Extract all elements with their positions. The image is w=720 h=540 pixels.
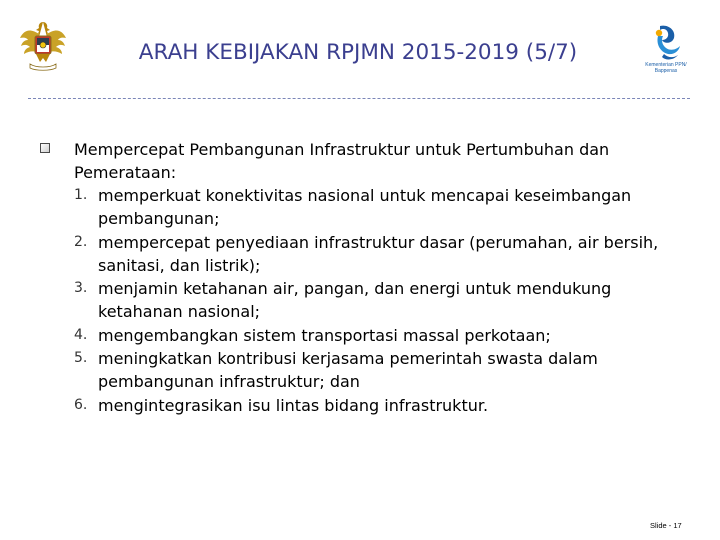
- list-item: [74, 277, 680, 324]
- list-item: [74, 184, 680, 231]
- list-item: [74, 347, 680, 394]
- list-item-text: menjamin ketahanan air, pangan, dan energi untuk mendukung ketahanan nasional;: [98, 279, 612, 322]
- page-title: ARAH KEBIJAKAN RPJMN 2015-2019 (5/7): [138, 40, 578, 65]
- logo-text-line2: Bappenas: [654, 68, 678, 74]
- list-item-text: meningkatkan kontribusi kerjasama pemerintah swasta dalam pembangunan infrastruktur; dan: [98, 349, 598, 392]
- bappenas-logo-icon: [650, 24, 682, 62]
- list-item: [74, 324, 680, 347]
- list-item-text: mengintegrasikan isu lintas bidang infrastruktur.: [98, 395, 489, 415]
- slide-number: Slide - 17: [650, 521, 682, 530]
- list-item: [74, 231, 680, 278]
- list-item-number: 1.: [74, 187, 88, 203]
- list-item-number: 3.: [74, 280, 88, 297]
- list-item-number: 2.: [74, 233, 88, 250]
- list-item-number: 6.: [74, 396, 88, 413]
- list-item-text: memperkuat konektivitas nasional untuk mencapai keseimbangan pembangunan;: [98, 186, 632, 229]
- list-item-text: mempercepat penyediaan infrastruktur dasar (perumahan, air bersih, sanitasi, dan listrik);: [98, 232, 659, 275]
- logo-text-line1: Kementerian PPN/: [645, 62, 687, 68]
- bappenas-logo-text: [636, 62, 696, 74]
- bullet-heading: Mempercepat Pembangunan Infrastruktur untuk Pertumbuhan dan Pemerataan:: [74, 140, 610, 182]
- list-item: [74, 394, 680, 417]
- checkbox-bullet-icon: [40, 143, 50, 153]
- list-item-number: 5.: [74, 350, 88, 367]
- numbered-list: [74, 184, 680, 417]
- garuda-emblem-icon: [18, 18, 68, 74]
- list-item-text: mengembangkan sistem transportasi massal perkotaan;: [98, 325, 551, 345]
- content-block: [40, 138, 680, 417]
- list-item-number: 4.: [74, 326, 88, 343]
- bappenas-logo: [636, 24, 696, 78]
- title-divider: [28, 98, 690, 99]
